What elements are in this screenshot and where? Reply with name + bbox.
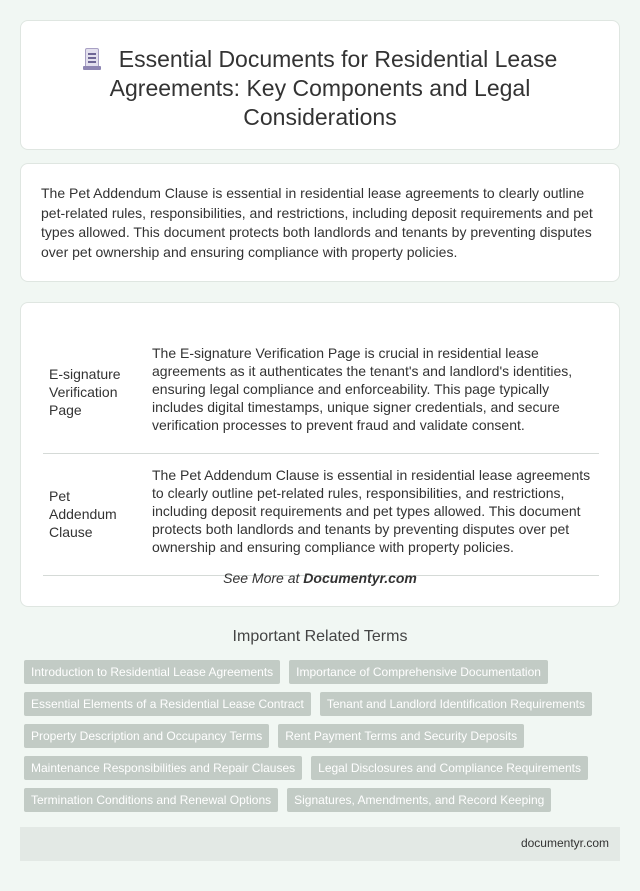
related-term-tag[interactable]: Rent Payment Terms and Security Deposits: [278, 724, 524, 748]
related-term-tag[interactable]: Introduction to Residential Lease Agreements: [24, 660, 280, 684]
terms-table-card: [20, 302, 620, 607]
description-cell: The E-signature Verification Page is crucial in residential lease agreements as it authenticates the tenant's and landlord's identities, ensuring legal compliance and enforceability. This page typically includes digital timestamps, unique signer credentials, and secure verification processes to prevent fraud and validate consent.: [146, 331, 599, 453]
related-term-tag[interactable]: Property Description and Occupancy Terms: [24, 724, 269, 748]
page-title: [21, 45, 619, 132]
document-icon: [83, 48, 101, 70]
intro-card: [20, 163, 620, 282]
page-title-text: Essential Documents for Residential Lease Agreements: Key Components and Legal Considerations: [109, 46, 558, 130]
title-card: [20, 20, 620, 150]
related-term-tag[interactable]: Signatures, Amendments, and Record Keeping: [287, 788, 551, 812]
table-row: [43, 331, 599, 453]
tag-row: [24, 724, 624, 748]
related-term-tag[interactable]: Essential Elements of a Residential Lease Contract: [24, 692, 311, 716]
related-term-tag[interactable]: Importance of Comprehensive Documentation: [289, 660, 548, 684]
see-more-prefix: See More at: [223, 570, 304, 586]
related-term-tag[interactable]: Legal Disclosures and Compliance Requirements: [311, 756, 588, 780]
tag-row: [24, 660, 624, 684]
term-cell: Pet Addendum Clause: [43, 453, 146, 575]
term-cell: E-signature Verification Page: [43, 331, 146, 453]
intro-text: The Pet Addendum Clause is essential in residential lease agreements to clearly outline pet-related rules, responsibilities, and restrictions, including deposit requirements and pet types allowed. This document protects both landlords and tenants by preventing disputes over pet ownership and ensuring compliance with property policies.: [41, 185, 593, 260]
tag-row: [24, 692, 624, 716]
terms-table: [43, 331, 599, 576]
related-terms-heading: Important Related Terms: [232, 628, 408, 645]
footer-site-link[interactable]: documentyr.com: [520, 836, 609, 850]
footer: [20, 827, 620, 861]
description-cell: The Pet Addendum Clause is essential in residential lease agreements to clearly outline pet-related rules, responsibilities, and restrictions, including deposit requirements and pet types allowed. This document protects both landlords and tenants by preventing disputes over pet ownership and ensuring compliance with property policies.: [146, 453, 599, 575]
related-term-tag[interactable]: Termination Conditions and Renewal Options: [24, 788, 278, 812]
related-terms-tags: [24, 660, 624, 820]
see-more-link[interactable]: Documentyr.com: [303, 570, 417, 586]
related-term-tag[interactable]: Tenant and Landlord Identification Requirements: [320, 692, 592, 716]
tag-row: [24, 756, 624, 780]
table-row: [43, 453, 599, 575]
see-more: [21, 570, 619, 586]
tag-row: [24, 788, 624, 812]
related-term-tag[interactable]: Maintenance Responsibilities and Repair Clauses: [24, 756, 302, 780]
